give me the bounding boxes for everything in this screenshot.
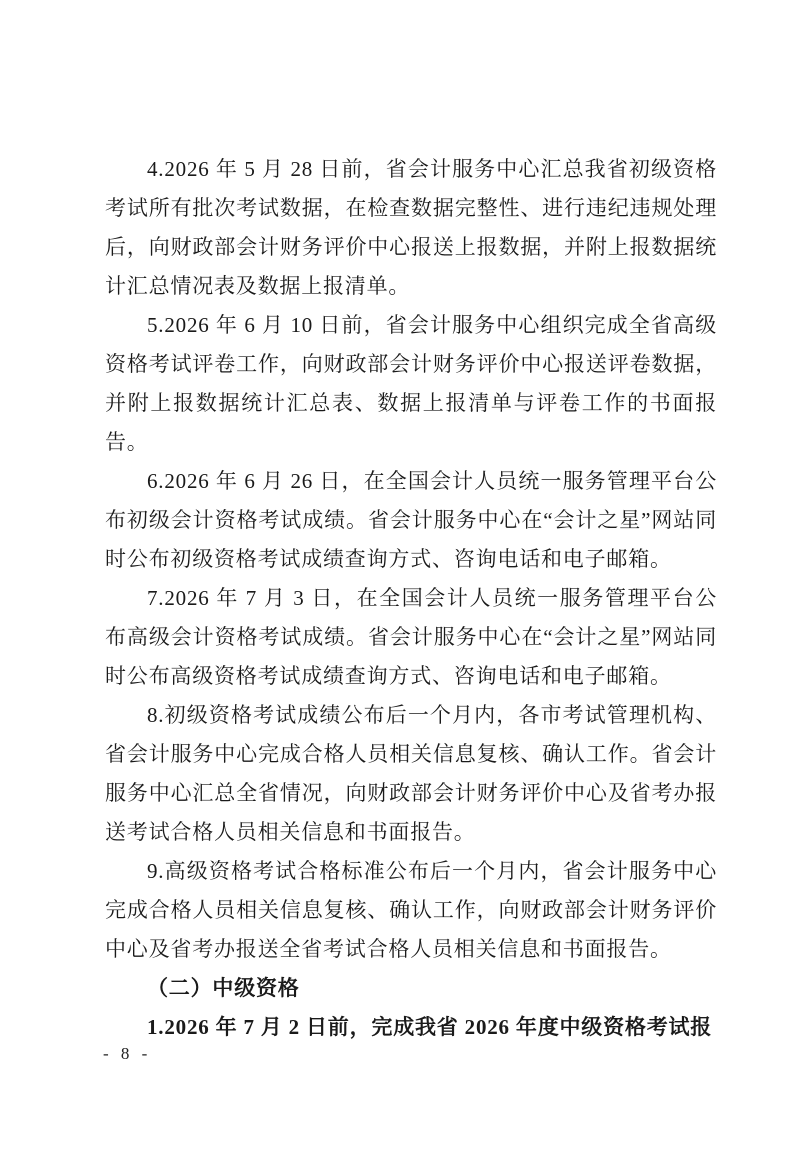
section-heading-intermediate-qualification: （二）中级资格: [147, 976, 300, 1000]
paragraph-item-mid-1: 1.2026 年 7 月 2 日前，完成我省 2026 年度中级资格考试报: [147, 1015, 713, 1039]
page-number: - 8 -: [103, 1044, 152, 1063]
paragraph-item-5: 5.2026 年 6 月 10 日前，省会计服务中心组织完成全省高级资格考试评卷工作，向财政部会计财务评价中心报送评卷数据，并附上报数据统计汇总表、数据上报清单与评卷工作的书面报告。: [105, 313, 717, 454]
paragraph-item-7: 7.2026 年 7 月 3 日，在全国会计人员统一服务管理平台公布高级会计资格考试成绩。省会计服务中心在“会计之星”网站同时公布高级资格考试成绩查询方式、咨询电话和电子邮箱。: [105, 586, 717, 688]
paragraph-item-8: 8.初级资格考试成绩公布后一个月内，各市考试管理机构、省会计服务中心完成合格人员相关信息复核、确认工作。省会计服务中心汇总全省情况，向财政部会计财务评价中心及省考办报送考试合格人员相关信息和书面报告。: [105, 703, 717, 844]
paragraph-item-4: 4.2026 年 5 月 28 日前，省会计服务中心汇总我省初级资格考试所有批次考试数据，在检查数据完整性、进行违纪违规处理后，向财政部会计财务评价中心报送上报数据，并附上报数据统计汇总情况表及数据上报清单。: [105, 157, 717, 298]
paragraph-item-9: 9.高级资格考试合格标准公布后一个月内，省会计服务中心完成合格人员相关信息复核、确认工作，向财政部会计财务评价中心及省考办报送全省考试合格人员相关信息和书面报告。: [105, 859, 717, 961]
paragraph-item-6: 6.2026 年 6 月 26 日，在全国会计人员统一服务管理平台公布初级会计资格考试成绩。省会计服务中心在“会计之星”网站同时公布初级资格考试成绩查询方式、咨询电话和电子邮箱。: [105, 469, 717, 571]
document-body: [105, 150, 717, 1047]
